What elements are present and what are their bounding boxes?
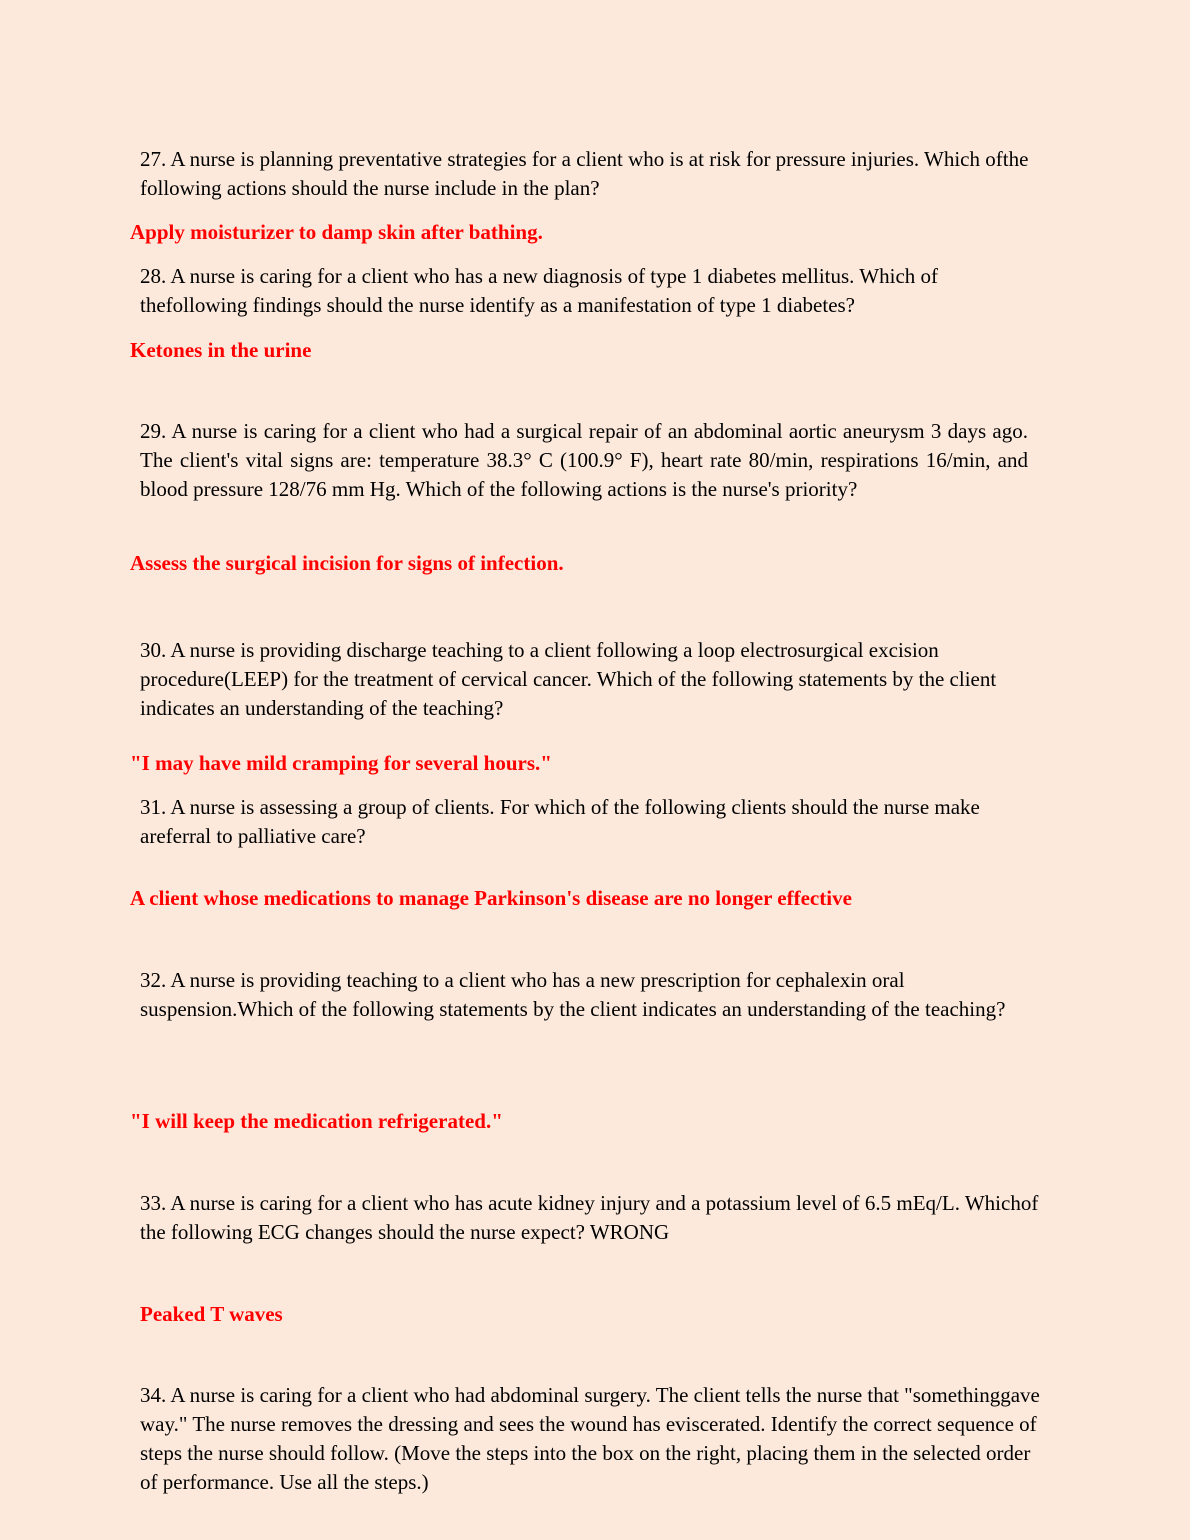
answer-29: Assess the surgical incision for signs of infection. [130, 551, 564, 575]
answer-28: Ketones in the urine [130, 338, 312, 362]
answer-33: Peaked T waves [140, 1302, 283, 1326]
answer-31: A client whose medications to manage Parkinson's disease are no longer effective [130, 886, 852, 910]
question-31: 31. A nurse is assessing a group of clients. For which of the following clients should the nurse make areferral to palliative care? [140, 795, 980, 848]
answer-32: "I will keep the medication refrigerated." [130, 1109, 503, 1133]
question-27: 27. A nurse is planning preventative strategies for a client who is at risk for pressure injuries. Which ofthe following actions should the nurse include in the plan? [140, 147, 1029, 200]
answer-30: "I may have mild cramping for several hours." [130, 751, 552, 775]
answer-27: Apply moisturizer to damp skin after bathing. [130, 220, 543, 244]
question-28: 28. A nurse is caring for a client who has a new diagnosis of type 1 diabetes mellitus. Which of thefollowing findings should the nurse identify as a manifestation of type 1 diabetes? [140, 264, 939, 317]
question-33: 33. A nurse is caring for a client who has acute kidney injury and a potassium level of 6.5 mEq/L. Whichof the following ECG changes should the nurse expect? WRONG [140, 1191, 1039, 1244]
question-30: 30. A nurse is providing discharge teaching to a client following a loop electrosurgical excision procedure(LEEP) for the treatment of cervical cancer. Which of the following statements by the client indicates an understanding of the teaching? [140, 638, 997, 720]
question-34: 34. A nurse is caring for a client who had abdominal surgery. The client tells the nurse that "somethinggave way." The nurse removes the dressing and sees the wound has eviscerated. Identify the correct sequence of steps the nurse should follow. (Move the steps into the box on the right, placing them in the selected order of performance. Use all the steps.) [140, 1383, 1040, 1494]
question-32: 32. A nurse is providing teaching to a client who has a new prescription for cephalexin oral suspension.Which of the following statements by the client indicates an understanding of the teaching? [140, 968, 1006, 1021]
question-29: 29. A nurse is caring for a client who had a surgical repair of an abdominal aortic aneurysm 3 days ago. The client's vital signs are: temperature 38.3° C (100.9° F), heart rate 80/min, respirations 16/min, and blood pressure 128/76 mm Hg. Which of the following actions is the nurse's priority? [140, 419, 1028, 501]
